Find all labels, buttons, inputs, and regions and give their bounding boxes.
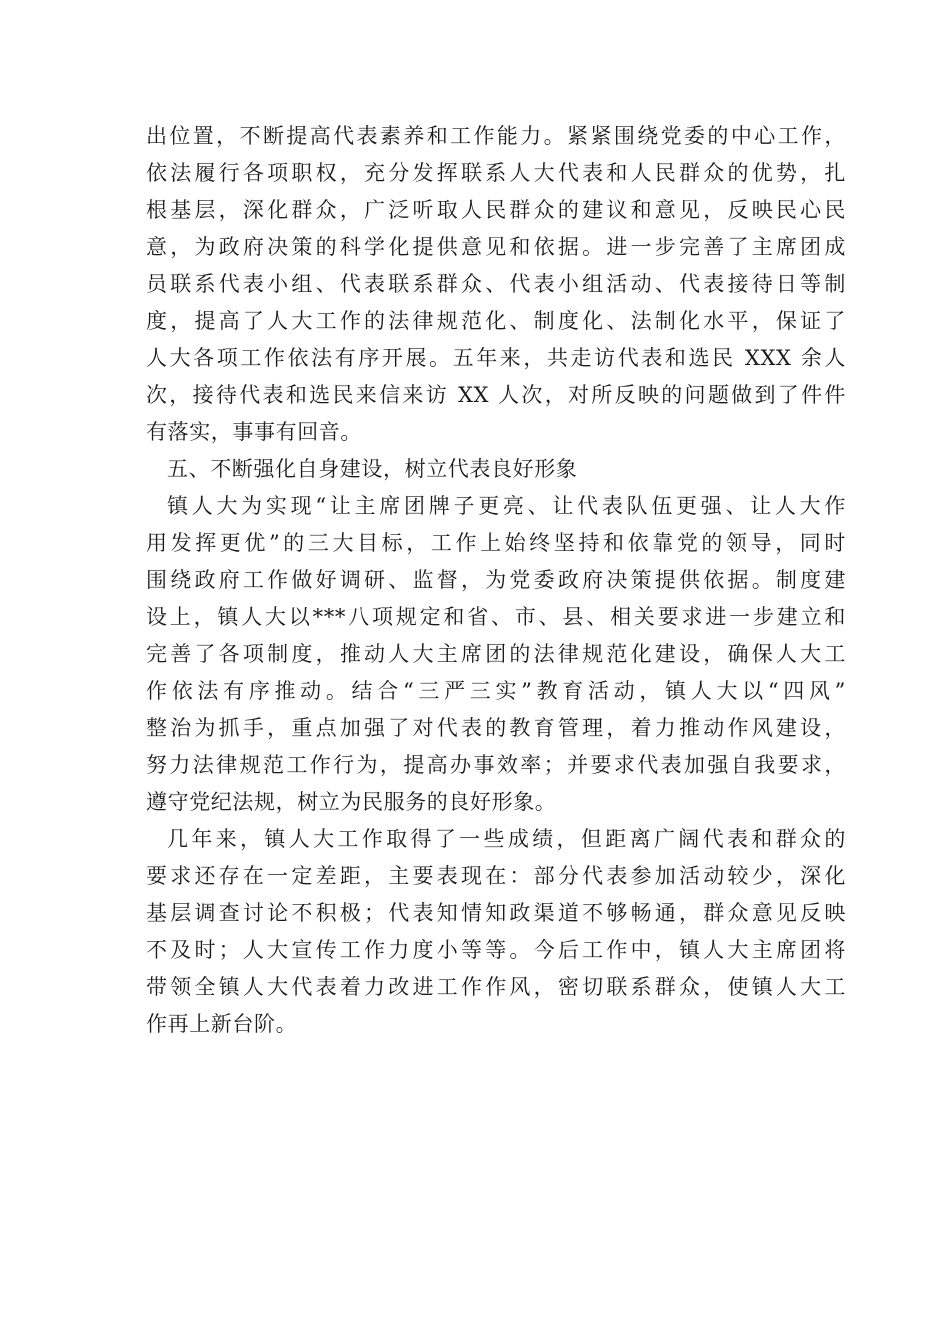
text-line: 要求还存在一定差距，主要表现在：部分代表参加活动较少，深化 (146, 864, 846, 888)
text-line: 作再上新台阶。 (146, 1012, 298, 1036)
text-line: 努力法律规范工作行为，提高办事效率；并要求代表加强自我要求， (146, 753, 846, 777)
text-line: 员联系代表小组、代表联系群众、代表小组活动、代表接待日等制 (146, 272, 846, 296)
text-line: 整治为抓手，重点加强了对代表的教育管理，着力推动作风建设， (146, 716, 846, 740)
text-line: 用发挥更优”的三大目标，工作上始终坚持和依靠党的领导，同时 (146, 531, 846, 555)
text-line: 次，接待代表和选民来信来访 XX 人次，对所反映的问题做到了件件 (146, 383, 846, 407)
text-line: 作依法有序推动。结合“三严三实”教育活动，镇人大以“四风” (146, 679, 846, 703)
text-line: 围绕政府工作做好调研、监督，为党委政府决策提供依据。制度建 (146, 568, 846, 592)
text-line: 意，为政府决策的科学化提供意见和依据。进一步完善了主席团成 (146, 235, 846, 259)
text-line: 基层调查讨论不积极；代表知情知政渠道不够畅通，群众意见反映 (146, 901, 846, 925)
text-line: 遵守党纪法规，树立为民服务的良好形象。 (146, 790, 557, 814)
text-line: 镇人大为实现“让主席团牌子更亮、让代表队伍更强、让人大作 (167, 494, 846, 518)
text-line: 根基层，深化群众，广泛听取人民群众的建议和意见，反映民心民 (146, 198, 846, 222)
text-line: 带领全镇人大代表着力改进工作作风，密切联系群众，使镇人大工 (146, 975, 846, 999)
text-line: 有落实，事事有回音。 (146, 420, 362, 444)
text-line: 几年来，镇人大工作取得了一些成绩，但距离广阔代表和群众的 (167, 827, 846, 851)
text-line: 不及时；人大宣传工作力度小等等。今后工作中，镇人大主席团将 (146, 938, 846, 962)
text-line: 出位置，不断提高代表素养和工作能力。紧紧围绕党委的中心工作， (146, 124, 846, 148)
text-line: 人大各项工作依法有序开展。五年来，共走访代表和选民 XXX 余人 (146, 346, 846, 370)
section-heading: 五、不断强化自身建设，树立代表良好形象 (167, 457, 578, 481)
text-line: 度，提高了人大工作的法律规范化、制度化、法制化水平，保证了 (146, 309, 846, 333)
text-line: 依法履行各项职权，充分发挥联系人大代表和人民群众的优势，扎 (146, 161, 846, 185)
text-line: 完善了各项制度，推动人大主席团的法律规范化建设，确保人大工 (146, 642, 846, 666)
text-line: 设上，镇人大以***八项规定和省、市、县、相关要求进一步建立和 (146, 605, 846, 629)
